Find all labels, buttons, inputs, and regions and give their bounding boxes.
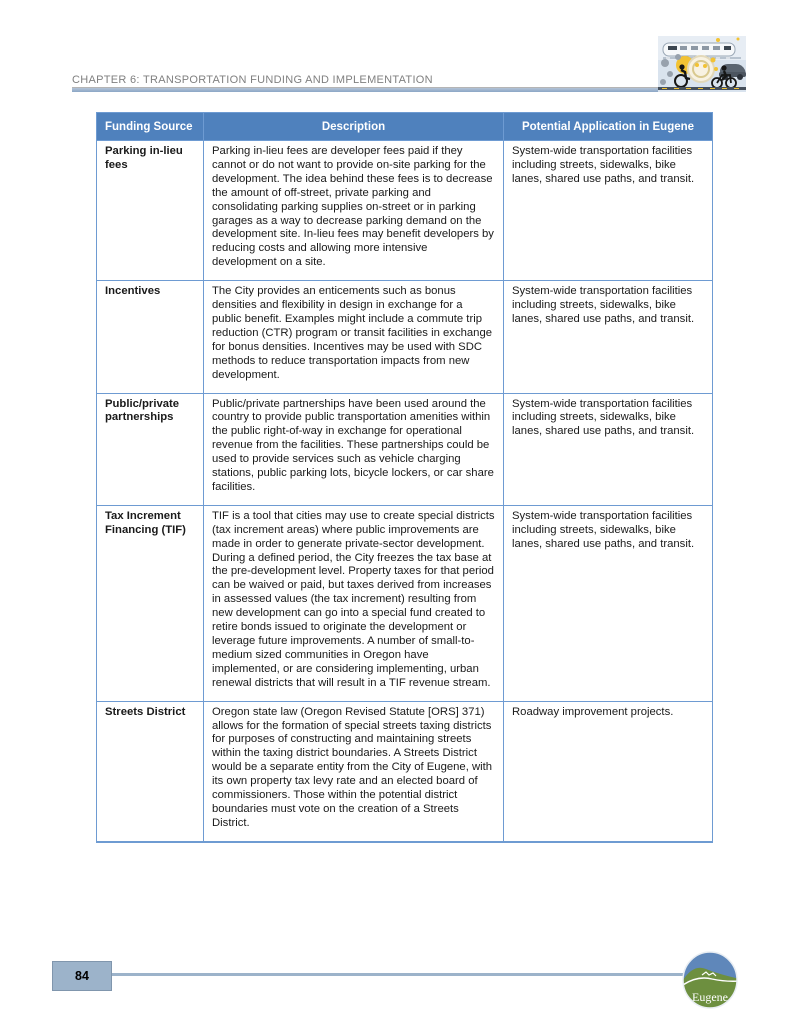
eugene-logo-graphic <box>682 951 738 1009</box>
description-cell: Oregon state law (Oregon Revised Statute [ORS] 371) allows for the formation of special streets taxing districts for purposes of constructing and maintaining streets within the taxing district boundaries. A Streets District would be a separate entity from the City of Eugene, with its own property tax levy rate and an elected board of commissioners. Those within the potential district boundaries must vote on the creation of a Streets District. <box>204 701 504 842</box>
table-row-parking-in-lieu-fees <box>97 141 713 281</box>
description-cell: The City provides an enticements such as bonus densities and flexibility in design in exchange for a public benefit. Examples might include a commute trip reduction (CTR) program or transit facilities in exchange for bonus densities. Incentives may be used with SDC methods to reduce transportation impacts from new development. <box>204 281 504 393</box>
application-cell: Roadway improvement projects. <box>504 701 713 842</box>
transportation-illustration <box>658 36 746 92</box>
transportation-illustration-graphic <box>658 36 746 92</box>
chapter-heading: CHAPTER 6: TRANSPORTATION FUNDING AND IMPLEMENTATION <box>72 74 433 86</box>
application-cell: System-wide transportation facilities including streets, sidewalks, bike lanes, shared use paths, and transit. <box>504 393 713 505</box>
funding-source-cell: Incentives <box>97 281 204 393</box>
footer-rule <box>112 973 708 976</box>
funding-source-cell: Public/private partnerships <box>97 393 204 505</box>
table-row-streets-district <box>97 701 713 842</box>
application-cell: System-wide transportation facilities including streets, sidewalks, bike lanes, shared use paths, and transit. <box>504 141 713 281</box>
description-cell: Parking in-lieu fees are developer fees paid if they cannot or do not want to provide on-site parking for the development. The idea behind these fees is to decrease the amount of off-street, private parking and consolidating parking supplies on-street or in parking garages as a way to decrease parking demand on the development site. In-lieu fees may benefit developers by reducing costs and allowing more intensive development on a site. <box>204 141 504 281</box>
funding-source-cell: Parking in-lieu fees <box>97 141 204 281</box>
table-row-tax-increment-financing <box>97 505 713 701</box>
eugene-logo-text: Eugene <box>692 990 728 1004</box>
funding-source-cell: Streets District <box>97 701 204 842</box>
description-cell: Public/private partnerships have been used around the country to provide public transportation amenities within the public right-of-way in exchange for operational revenue from the facilities. These partnerships could be used to provide services such as vehicle charging stations, public parking lots, bicycle lockers, or car share facilities. <box>204 393 504 505</box>
table-row-incentives <box>97 281 713 393</box>
table-row-public-private-partnerships <box>97 393 713 505</box>
application-cell: System-wide transportation facilities including streets, sidewalks, bike lanes, shared use paths, and transit. <box>504 505 713 701</box>
column-header-description: Description <box>204 113 504 141</box>
table-header-row <box>97 113 713 141</box>
eugene-logo <box>682 951 738 1009</box>
page-number: 84 <box>52 961 112 991</box>
column-header-application: Potential Application in Eugene <box>504 113 713 141</box>
header-rule <box>72 87 745 92</box>
description-cell: TIF is a tool that cities may use to create special districts (tax increment areas) where public improvements are made in order to generate private-sector development. During a defined period, the City freezes the tax base at the pre-development level. Property taxes for that period can be waived or paid, but taxes derived from increases in assessed values (the tax increment) resulting from new development can go into a special fund created to retire bonds issued to originate the development or leverage future improvements. A number of small-to-medium sized communities in Oregon have implemented, or are considering implementing, urban renewal districts that will result in a TIF revenue stream. <box>204 505 504 701</box>
column-header-funding-source: Funding Source <box>97 113 204 141</box>
application-cell: System-wide transportation facilities including streets, sidewalks, bike lanes, shared use paths, and transit. <box>504 281 713 393</box>
funding-source-cell: Tax Increment Financing (TIF) <box>97 505 204 701</box>
funding-sources-table <box>96 112 713 843</box>
